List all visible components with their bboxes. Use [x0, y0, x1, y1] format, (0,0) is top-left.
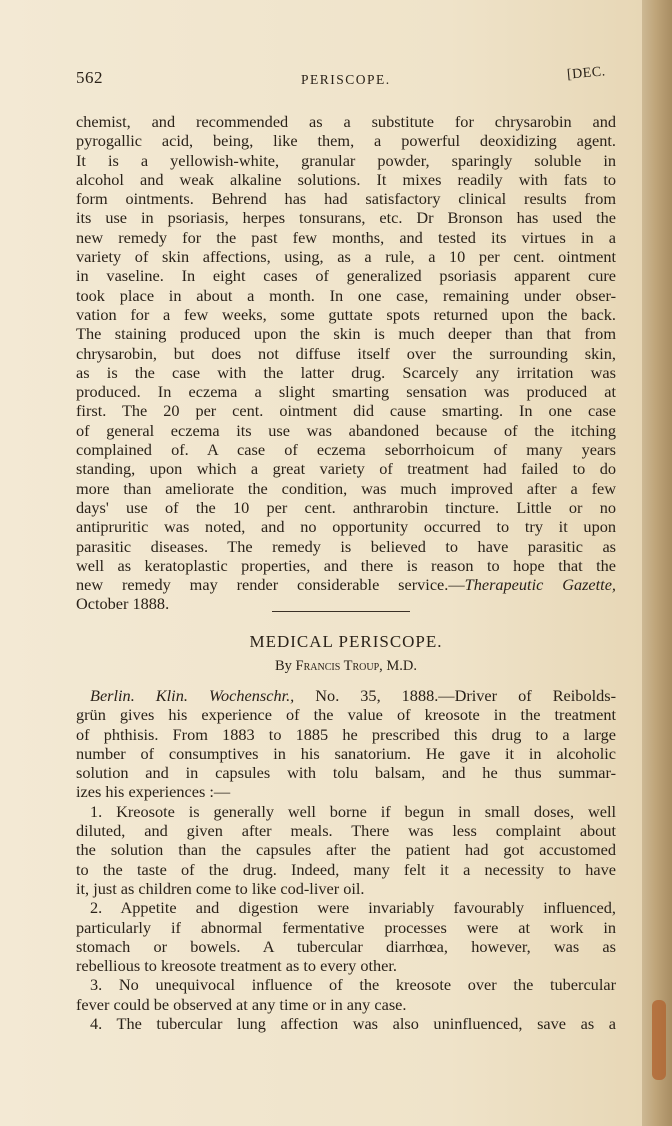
point-2-line: 2. Appetite and digestion were invariably favourably influenced,	[90, 898, 616, 918]
text-line: particularly if abnormal fermentative processes were at work in	[76, 917, 616, 937]
text-line: form ointments. Behrend has had satisfactory clinical results from	[76, 189, 616, 209]
month-marker: [DEC.	[566, 64, 607, 83]
book-gutter	[642, 0, 672, 1126]
point-1-line: 1. Kreosote is generally well borne if begun in small doses, well	[90, 801, 616, 821]
text-line: it, just as children come to like cod-liver oil.	[76, 878, 365, 898]
text-line: the solution than the capsules after the patient had got accustomed	[76, 840, 616, 860]
point-3-line: 3. No unequivocal influence of the kreosote over the tubercular	[90, 975, 616, 995]
kreosote-article	[76, 686, 616, 1033]
author-name: Francis Troup, M.D.	[295, 658, 418, 674]
text-line: alcohol and weak alkaline solutions. It mixes readily with fats to	[76, 169, 616, 189]
text-line: rebellious to kreosote treatment as to every other.	[76, 956, 397, 976]
intro-first-line	[76, 686, 616, 705]
text-line: of general eczema its use was abandoned because of the itching	[76, 420, 616, 440]
text-fragment: No. 35, 1888.—Driver of Reibolds-	[294, 686, 617, 705]
journal-name: Berlin. Klin. Wochenschr.,	[90, 686, 295, 705]
text-line: number of consumptives in his sanatorium. He gave it in alcoholic	[76, 743, 616, 763]
byline	[76, 658, 616, 675]
text-line: standing, upon which a great variety of treatment had failed to do	[76, 459, 616, 479]
text-line: complained of. A case of eczema seborrhoicum of many years	[76, 440, 616, 460]
text-line: new remedy for the past few months, and tested its virtues in a	[76, 227, 616, 247]
text-line: its use in psoriasis, herpes tonsurans, etc. Dr Bronson has used the	[76, 208, 616, 228]
citation-date: October 1888.	[76, 594, 170, 614]
page-stain	[652, 1000, 666, 1080]
text-line: It is a yellowish-white, granular powder, sparingly soluble in	[76, 150, 616, 170]
text-line: The staining produced upon the skin is much deeper than that from	[76, 324, 616, 344]
citation-source: Therapeutic Gazette,	[464, 575, 616, 595]
text-line: produced. In eczema a slight smarting sensation was produced at	[76, 382, 616, 402]
text-line: well as keratoplastic properties, and there is reason to hope that the	[76, 555, 616, 575]
text-line-with-citation	[76, 575, 616, 594]
text-line: chemist, and recommended as a substitute for chrysarobin and	[76, 112, 616, 131]
chrysarobin-article	[76, 112, 616, 614]
text-line: solution and in capsules with tolu balsam, and he thus summar-	[76, 763, 616, 783]
text-line: took place in about a month. In one case, remaining under obser-	[76, 285, 616, 305]
text-line: stomach or bowels. A tubercular diarrhœa, however, was as	[76, 936, 616, 956]
text-line: pyrogallic acid, being, like them, a powerful deoxidizing agent.	[76, 131, 616, 151]
text-line: days' use of the 10 per cent. anthrarobin tincture. Little or no	[76, 497, 616, 517]
running-head: PERISCOPE.	[301, 72, 391, 87]
page-number: 562	[76, 68, 103, 87]
section-title: MEDICAL PERISCOPE.	[249, 632, 443, 651]
text-line: vation for a few weeks, some guttate spots returned upon the back.	[76, 304, 616, 324]
text-fragment: new remedy may render considerable service.—	[76, 575, 465, 595]
text-line: antipruritic was noted, and no opportunity occurred to try it upon	[76, 517, 616, 537]
section-divider	[272, 611, 410, 612]
text-line: izes his experiences :—	[76, 782, 231, 802]
text-line: grün gives his experience of the value of kreosote in the treatment	[76, 705, 616, 725]
text-line: parasitic diseases. The remedy is believed to have parasitic as	[76, 536, 616, 556]
text-line: to the taste of the drug. Indeed, many felt it a necessity to have	[76, 859, 616, 879]
text-line: variety of skin affections, using, as a rule, a 10 per cent. ointment	[76, 247, 616, 267]
text-line: of phthisis. From 1883 to 1885 he prescribed this drug to a large	[76, 724, 616, 744]
page-header	[76, 64, 606, 90]
text-line: as is the case with the latter drug. Scarcely any irritation was	[76, 362, 616, 382]
text-line: first. The 20 per cent. ointment did cause smarting. In one case	[76, 401, 616, 421]
byline-prefix: By	[274, 658, 292, 674]
text-line: fever could be observed at any time or in any case.	[76, 994, 407, 1014]
text-line: more than ameliorate the condition, was much improved after a few	[76, 478, 616, 498]
point-4-line: 4. The tubercular lung affection was also uninfluenced, save as a	[90, 1014, 616, 1034]
text-line: diluted, and given after meals. There was less complaint about	[76, 821, 616, 841]
text-line: chrysarobin, but does not diffuse itself over the surrounding skin,	[76, 343, 616, 363]
text-line: in vaseline. In eight cases of generalized psoriasis apparent cure	[76, 266, 616, 286]
